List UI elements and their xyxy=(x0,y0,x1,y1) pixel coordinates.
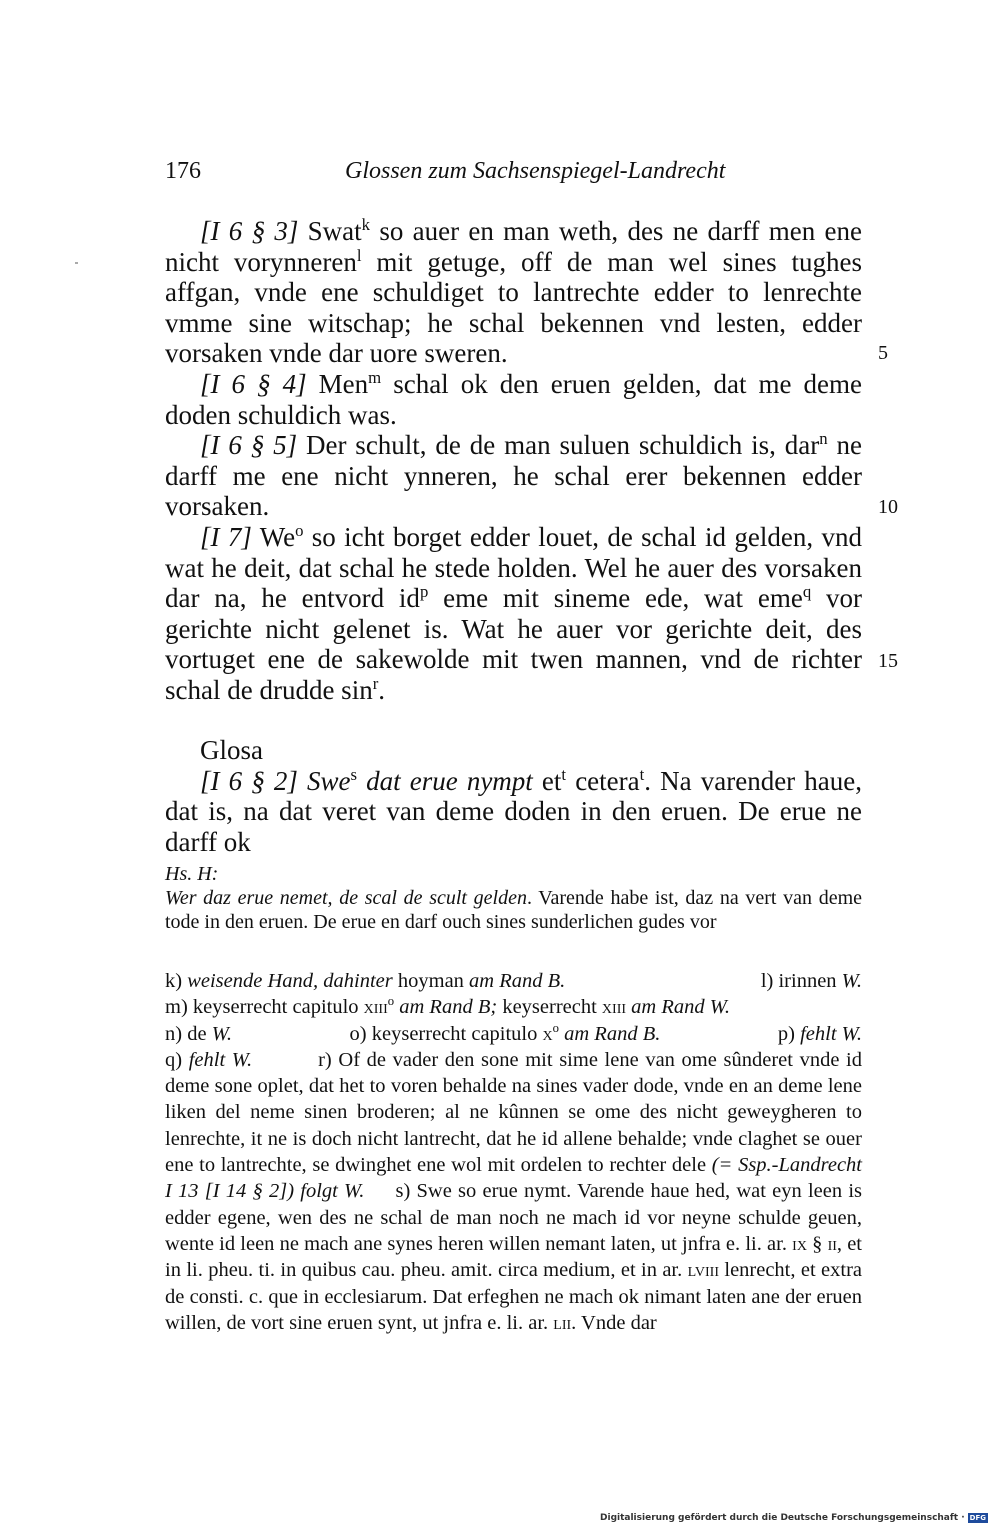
paragraph-i-7: [I 7] We$^o$ so icht borget edder louet, de schal id gelden, vnd wat he deit, dat schal he stede holden. Wel he auer des vorsaken dar na, he entvord $id^p$ eme mit sineme ede, wat eme$^q$ vor gerichte nicht gelenet is. Wat he auer vor gerichte deit, des vortuget ene de sakewolde mit twen mannen, vnd de richter schal de drudde $\sin^r$. xyxy=(165,520,863,705)
scan-speck xyxy=(75,262,78,264)
glosa-paragraph: [I 6 § 2] Swe$^s$ dat erue nympt $et^t$ cetera$^t$. Na varender haue, dat is, na dat veret van deme doden in den eruen. De erue ne darff ok xyxy=(165,764,863,857)
footnote-mark: m xyxy=(368,367,382,387)
line-number: 15 xyxy=(878,650,898,672)
section-ref: [I 6 § 5] xyxy=(200,430,298,461)
footnote-line xyxy=(165,1021,862,1047)
glosa-section xyxy=(165,735,862,857)
footnote-l: l) irinnen W. xyxy=(760,970,862,992)
footnote-mark: l xyxy=(356,245,362,265)
section-ref: [I 6 § 4] xyxy=(200,368,307,399)
line-number: 10 xyxy=(878,496,898,518)
footnote-m: m) keyserrecht capitulo xiii$^o$ am Rand B; keyserrecht xiii am Rand W. xyxy=(165,994,731,1019)
section-ref: [I 7] xyxy=(200,521,252,552)
footnote-line xyxy=(165,968,862,994)
footnote-q: q) fehlt W. xyxy=(165,1048,253,1071)
footnote-mark: o xyxy=(295,520,304,540)
footnote-mark: r xyxy=(372,673,379,693)
footnote-mark: s xyxy=(350,764,357,784)
section-ref: [I 6 § 2] xyxy=(200,765,298,796)
page-number: 176 xyxy=(165,158,201,184)
footnote-r: r) Of de vader den sone mit sime lene van ome sûnderet vnde id deme sone oplet, dat het to voren behalde na sines vader dode, vnde en an deme lene liken del neme sinen broderen; al ne kûnnen se ome des nicht geweygheren to lenrechte, it ne is doch nicht lantrecht, dat he id allene behalde; vnde claghet se ouer ene to lantrechte, se dwinghet ene wol mit ordelen to rechter dele xyxy=(165,1048,862,1177)
footnote-n: n) de W. xyxy=(165,1022,233,1045)
footnote-q-r-s: q) fehlt W. r) Of de vader den sone mit sime lene van ome sûnderet vnde id deme sone oplet, dat het to voren behalde na sines vader dode, vnde en an deme lene liken del neme sinen broderen; al ne kûnnen se ome des nicht geweygheren to lenrechte, it ne is doch nicht lantrecht, dat he id allene behalde; vnde claghet se ouer ene to lantrechte, se dwinghet ene wol mit ordelen to rechter dele (= Ssp.-Landrecht I 13 [I 14 § 2]) folgt W. s) Swe so erue nymt. Varende haue hed, wat eyn leen is edder egene, wen des ne schal de man noch ne mach id vor neyne schulde geuen, wente id leen ne mach ane synes heren willen nemant laten, ut jnfra e. li. ar. ix § ii, et in li. pheu. ti. in quibus cau. pheu. amit. circa medium, et in ar. lviii lenrecht, et extra de consti. c. que in ecclesiarum. Dat erfeghen ne mach ok nimant laten ane der eruen willen, de vort sine eruen synt, ut jnfra e. li. ar. lii. Vnde dar xyxy=(165,1048,868,1334)
manuscript-label: Hs. H: xyxy=(165,863,219,885)
footnote-line xyxy=(165,994,862,1020)
running-title: Glossen zum Sachsenspiegel-Landrecht xyxy=(345,158,726,184)
footnote-mark: q xyxy=(802,582,812,602)
manuscript-h-variant xyxy=(165,862,862,934)
footnote-p: p) fehlt W. xyxy=(777,1022,862,1045)
funding-footer xyxy=(600,1513,988,1523)
footnote-mark: k xyxy=(361,215,371,234)
funding-text: Digitalisierung gefördert durch die Deutsche Forschungsgemeinschaft · xyxy=(600,1513,965,1523)
paragraph-i-6-4: [I 6 § 4] Men$^m$ schal ok den eruen gelden, dat me deme doden schuldich was. xyxy=(165,367,862,430)
footnote-mark: t xyxy=(639,764,645,784)
footnote-s: s) Swe so erue nymt. Varende haue hed, wat eyn leen is edder egene, wen des ne schal de man noch ne mach id vor neyne schulde geuen, wente id leen ne mach ane synes heren willen nemant laten, ut jnfra e. li. ar. xyxy=(165,1180,868,1255)
section-ref: [I 6 § 3] xyxy=(200,216,299,246)
footnote-apparatus xyxy=(165,968,868,1336)
glosa-heading: Glosa xyxy=(200,735,263,765)
footnote-mark: n xyxy=(819,429,828,449)
footnote-o: o) keyserrecht capitulo $x^o$ am Rand B. xyxy=(349,1020,661,1045)
main-text xyxy=(165,216,862,706)
line-number: 5 xyxy=(878,342,888,364)
footnote-k: k) weisende Hand, dahinter hoyman am Rand B. xyxy=(165,970,566,992)
paragraph-i-6-3: [I 6 § 3] Swat$^k$ so auer en man weth, des ne darff men ene nicht vorynneren$^l$ mit getuge, off de man wel sines tughes affgan, vnde ene schuldiget to lantrechte edder to lenrechte vmme sine witschap; he schal bekennen vnd lesten, edder vorsaken vnde dar uore sweren. xyxy=(165,215,862,369)
footnote-mark: t xyxy=(561,764,567,784)
paragraph-i-6-5: [I 6 § 5] Der schult, de de man suluen schuldich is, dar$^n$ ne darff me ene nicht ynneren, he schal erer bekennen edder vorsaken. xyxy=(165,429,862,522)
footnote-mark: p xyxy=(419,582,429,602)
manuscript-text: Wer daz erue nemet, de scal de scult gelden. Varende habe ist, daz na vert van deme tode in den eruen. De erue en darf ouch sines sunderlichen gudes vor xyxy=(165,887,862,933)
dfg-logo: DFG xyxy=(969,1514,986,1522)
